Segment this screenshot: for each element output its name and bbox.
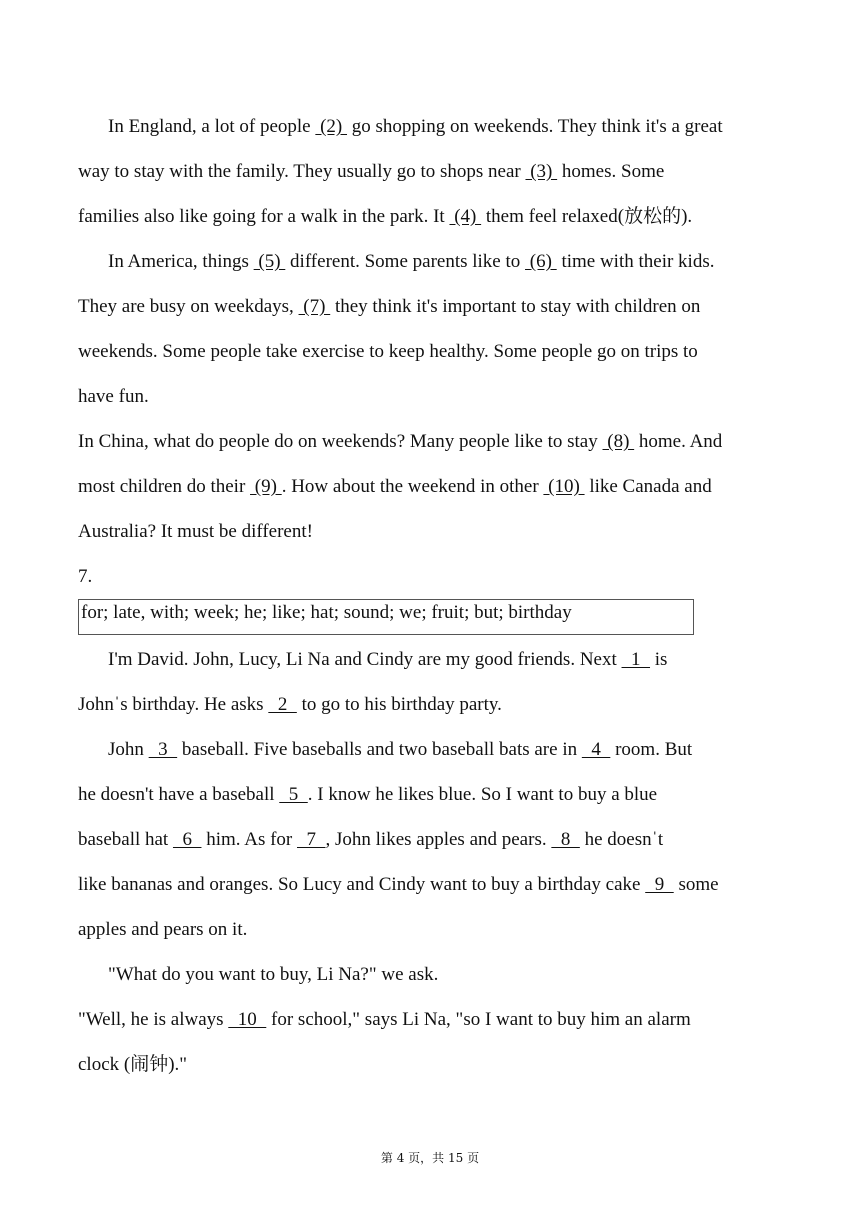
- text: like Canada and: [584, 476, 712, 497]
- passage-line: [108, 739, 692, 761]
- text: In China, what do people do on weekends? Many people like to stay: [78, 431, 603, 452]
- text: home. And: [634, 431, 723, 452]
- passage-line: [78, 829, 663, 851]
- text: baseball hat: [78, 829, 173, 850]
- blank-7: 7: [297, 829, 326, 850]
- word-bank-box: [78, 599, 694, 635]
- question-number: 7.: [78, 566, 93, 587]
- text: , John likes apples and pears.: [325, 829, 552, 850]
- text: baseball. Five baseballs and two baseball bats are in: [177, 739, 582, 760]
- text: In America, things: [108, 251, 254, 272]
- passage-line: [108, 116, 723, 138]
- text: to go to his birthday party.: [296, 694, 502, 715]
- passage-line: [108, 251, 714, 273]
- text: families also like going for a walk in the park. It: [78, 206, 450, 227]
- text: They are busy on weekdays,: [78, 296, 299, 317]
- text: some: [673, 874, 719, 895]
- blank-6: 6: [172, 829, 202, 850]
- word-bank-text: for; late, with; week; he; like; hat; sound; we; fruit; but; birthday: [81, 602, 572, 623]
- text: they think it's important to stay with children on: [330, 296, 701, 317]
- passage-line: [78, 296, 700, 318]
- text: he doesn't have a baseball: [78, 784, 280, 805]
- passage-line: [78, 206, 692, 228]
- blank-8: (8): [602, 431, 635, 452]
- text: them feel relaxed(放松的).: [481, 206, 693, 227]
- text: for school," says Li Na, "so I want to buy him an alarm: [266, 1009, 691, 1030]
- passage-line: [78, 431, 722, 453]
- text: him. As for: [201, 829, 297, 850]
- text: . How about the weekend in other: [281, 476, 544, 497]
- blank-6: (6): [525, 251, 557, 272]
- passage-line: [78, 784, 657, 806]
- text: "Well, he is always: [78, 1009, 229, 1030]
- page-footer: 第 4 页，共 15 页: [380, 1151, 480, 1165]
- text: is: [650, 649, 668, 670]
- passage-line: [78, 694, 502, 716]
- text: I'm David. John, Lucy, Li Na and Cindy are my good friends. Next: [108, 649, 622, 670]
- passage-line: "What do you want to buy, Li Na?" we ask.: [108, 964, 439, 985]
- passage-line: [78, 1009, 691, 1031]
- passage-line: Australia? It must be different!: [78, 521, 313, 542]
- blank-7: (7): [298, 296, 331, 317]
- text: way to stay with the family. They usually go to shops near: [78, 161, 526, 182]
- blank-4: (4): [449, 206, 482, 227]
- text: . I know he likes blue. So I want to buy a blue: [307, 784, 658, 805]
- text: he doesnˈt: [579, 829, 664, 850]
- text: room. But: [610, 739, 693, 760]
- passage-line: clock (闹钟).": [78, 1054, 188, 1075]
- text: homes. Some: [557, 161, 665, 182]
- blank-9: 9: [645, 874, 674, 895]
- text: different. Some parents like to: [285, 251, 526, 272]
- blank-2: 2: [268, 694, 297, 715]
- blank-5: (5): [253, 251, 286, 272]
- passage-line: [78, 476, 712, 498]
- text: time with their kids.: [556, 251, 715, 272]
- blank-1: 1: [621, 649, 651, 670]
- passage-line: [108, 649, 667, 671]
- text: most children do their: [78, 476, 251, 497]
- text: John: [108, 739, 149, 760]
- passage-line: apples and pears on it.: [78, 919, 248, 940]
- text: go shopping on weekends. They think it's a great: [347, 116, 723, 137]
- blank-10: 10: [228, 1009, 267, 1030]
- blank-4: 4: [581, 739, 611, 760]
- passage-line: [78, 161, 664, 183]
- blank-2: (2): [315, 116, 348, 137]
- blank-10: (10): [543, 476, 585, 497]
- text: like bananas and oranges. So Lucy and Cindy want to buy a birthday cake: [78, 874, 646, 895]
- blank-8: 8: [551, 829, 580, 850]
- blank-3: 3: [148, 739, 178, 760]
- passage-line: [78, 874, 719, 896]
- blank-5: 5: [279, 784, 308, 805]
- passage-line: have fun.: [78, 386, 149, 407]
- blank-9: (9): [250, 476, 282, 497]
- passage-line: weekends. Some people take exercise to keep healthy. Some people go on trips to: [78, 341, 698, 362]
- text: In England, a lot of people: [108, 116, 316, 137]
- blank-3: (3): [525, 161, 558, 182]
- text: Johnˈs birthday. He asks: [78, 694, 269, 715]
